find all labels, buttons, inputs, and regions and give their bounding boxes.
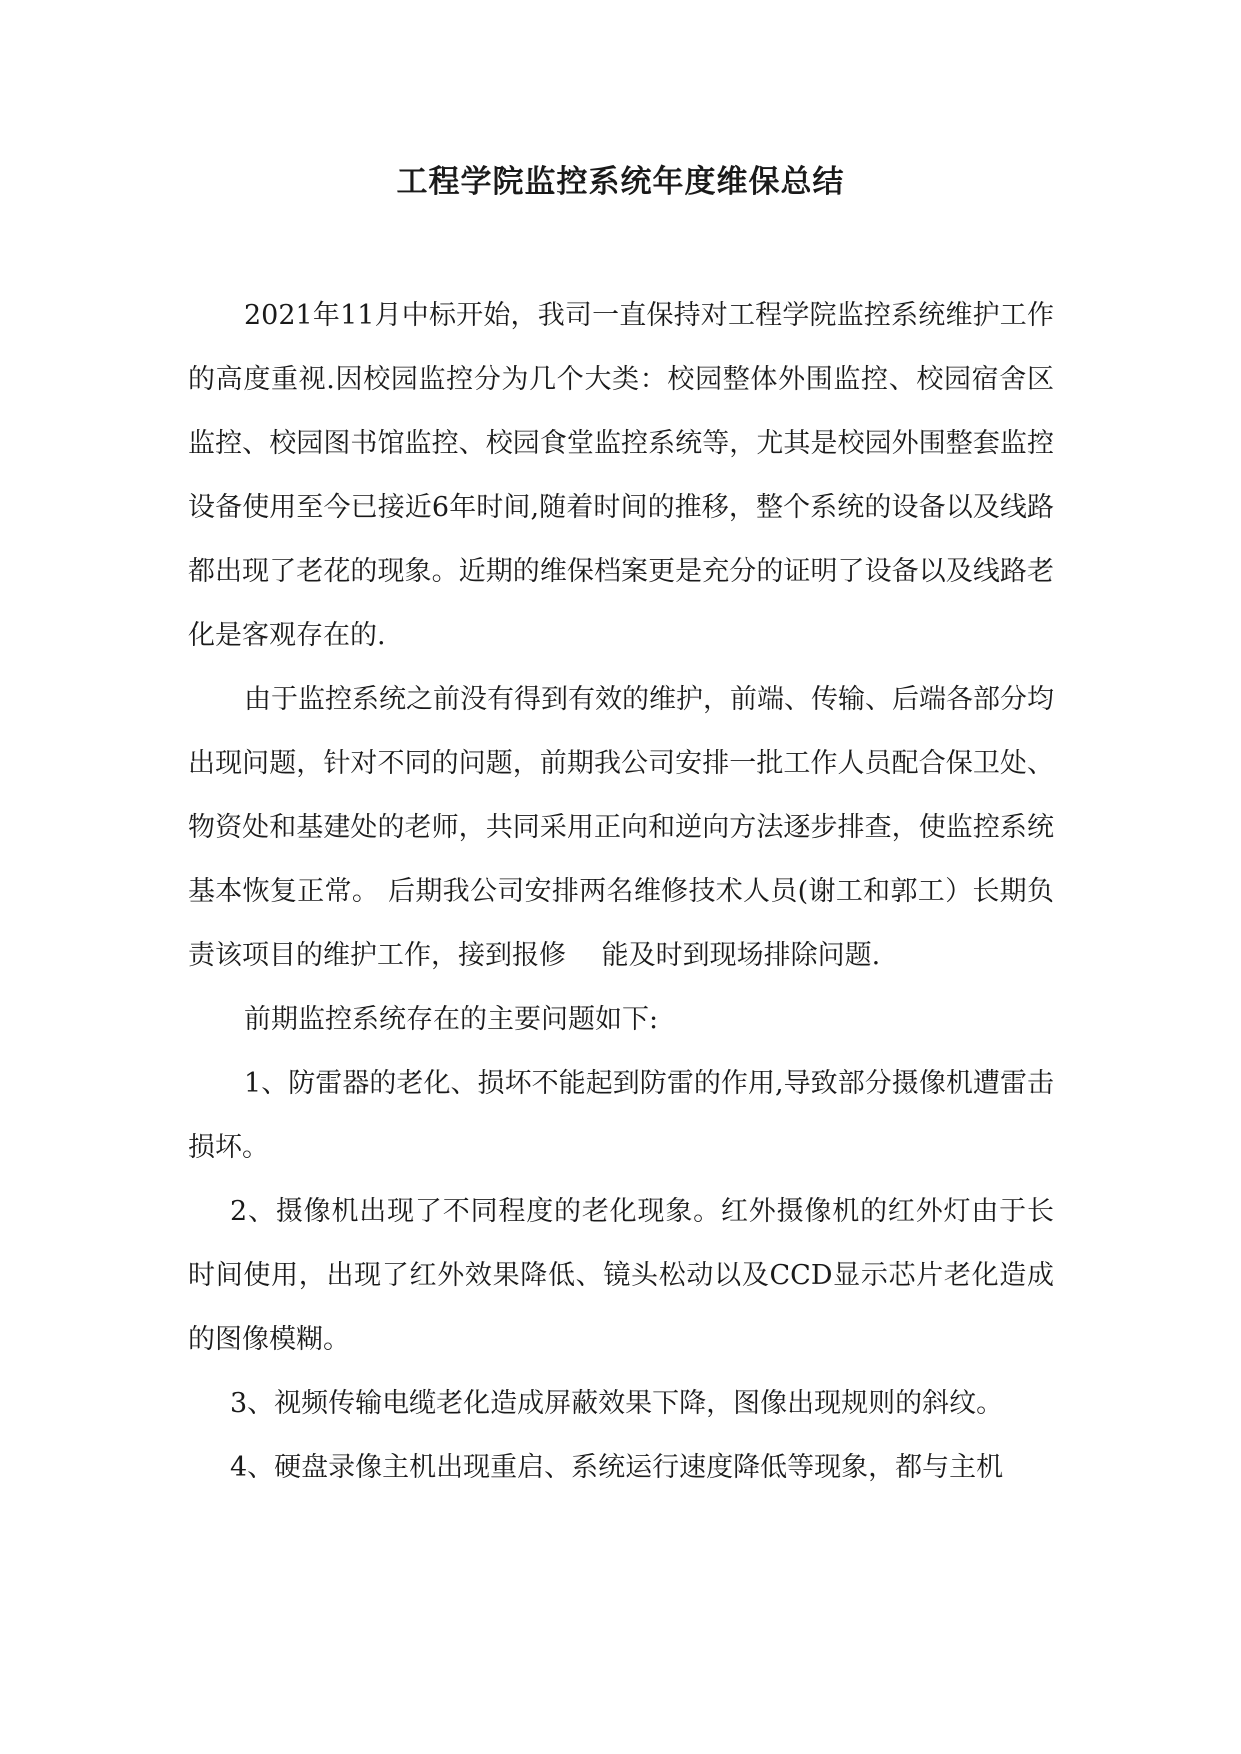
paragraph-issues-heading: 前期监控系统存在的主要问题如下:	[244, 1004, 659, 1035]
list-item-issue-1: 1、防雷器的老化、损坏不能起到防雷的作用,导致部分摄像机遭雷击损坏。	[188, 1068, 1054, 1163]
list-item-issue-2: 2、摄像机出现了不同程度的老化现象。红外摄像机的红外灯由于长时间使用，出现了红外效果降低、镜头松动以及CCD显示芯片老化造成的图像模糊。	[188, 1196, 1054, 1355]
list-item-issue-3: 3、视频传输电缆老化造成屏蔽效果下降，图像出现规则的斜纹。	[230, 1388, 1004, 1419]
document-title: 工程学院监控系统年度维保总结	[396, 164, 845, 200]
paragraph-intro: 2021年11月中标开始，我司一直保持对工程学院监控系统维护工作的高度重视.因校园监控分为几个大类：校园整体外围监控、校园宿舍区监控、校园图书馆监控、校园食堂监控系统等，尤其是校园外围整套监控设备使用至今已接近6年时间,随着时间的推移，整个系统的设备以及线路都出现了老花的现象。近期的维保档案更是充分的证明了设备以及线路老化是客观存在的.	[188, 300, 1054, 651]
document-body	[188, 284, 1054, 1500]
paragraph-maintenance: 由于监控系统之前没有得到有效的维护，前端、传输、后端各部分均出现问题，针对不同的问题，前期我公司安排一批工作人员配合保卫处、物资处和基建处的老师，共同采用正向和逆向方法逐步排查，使监控系统基本恢复正常。 后期我公司安排两名维修技术人员(谢工和郭工）长期负责该项目的维护工作，接到报修 能及时到现场排除问题.	[188, 684, 1054, 971]
list-item-issue-4: 4、硬盘录像主机出现重启、系统运行速度降低等现象，都与主机	[230, 1452, 1004, 1483]
